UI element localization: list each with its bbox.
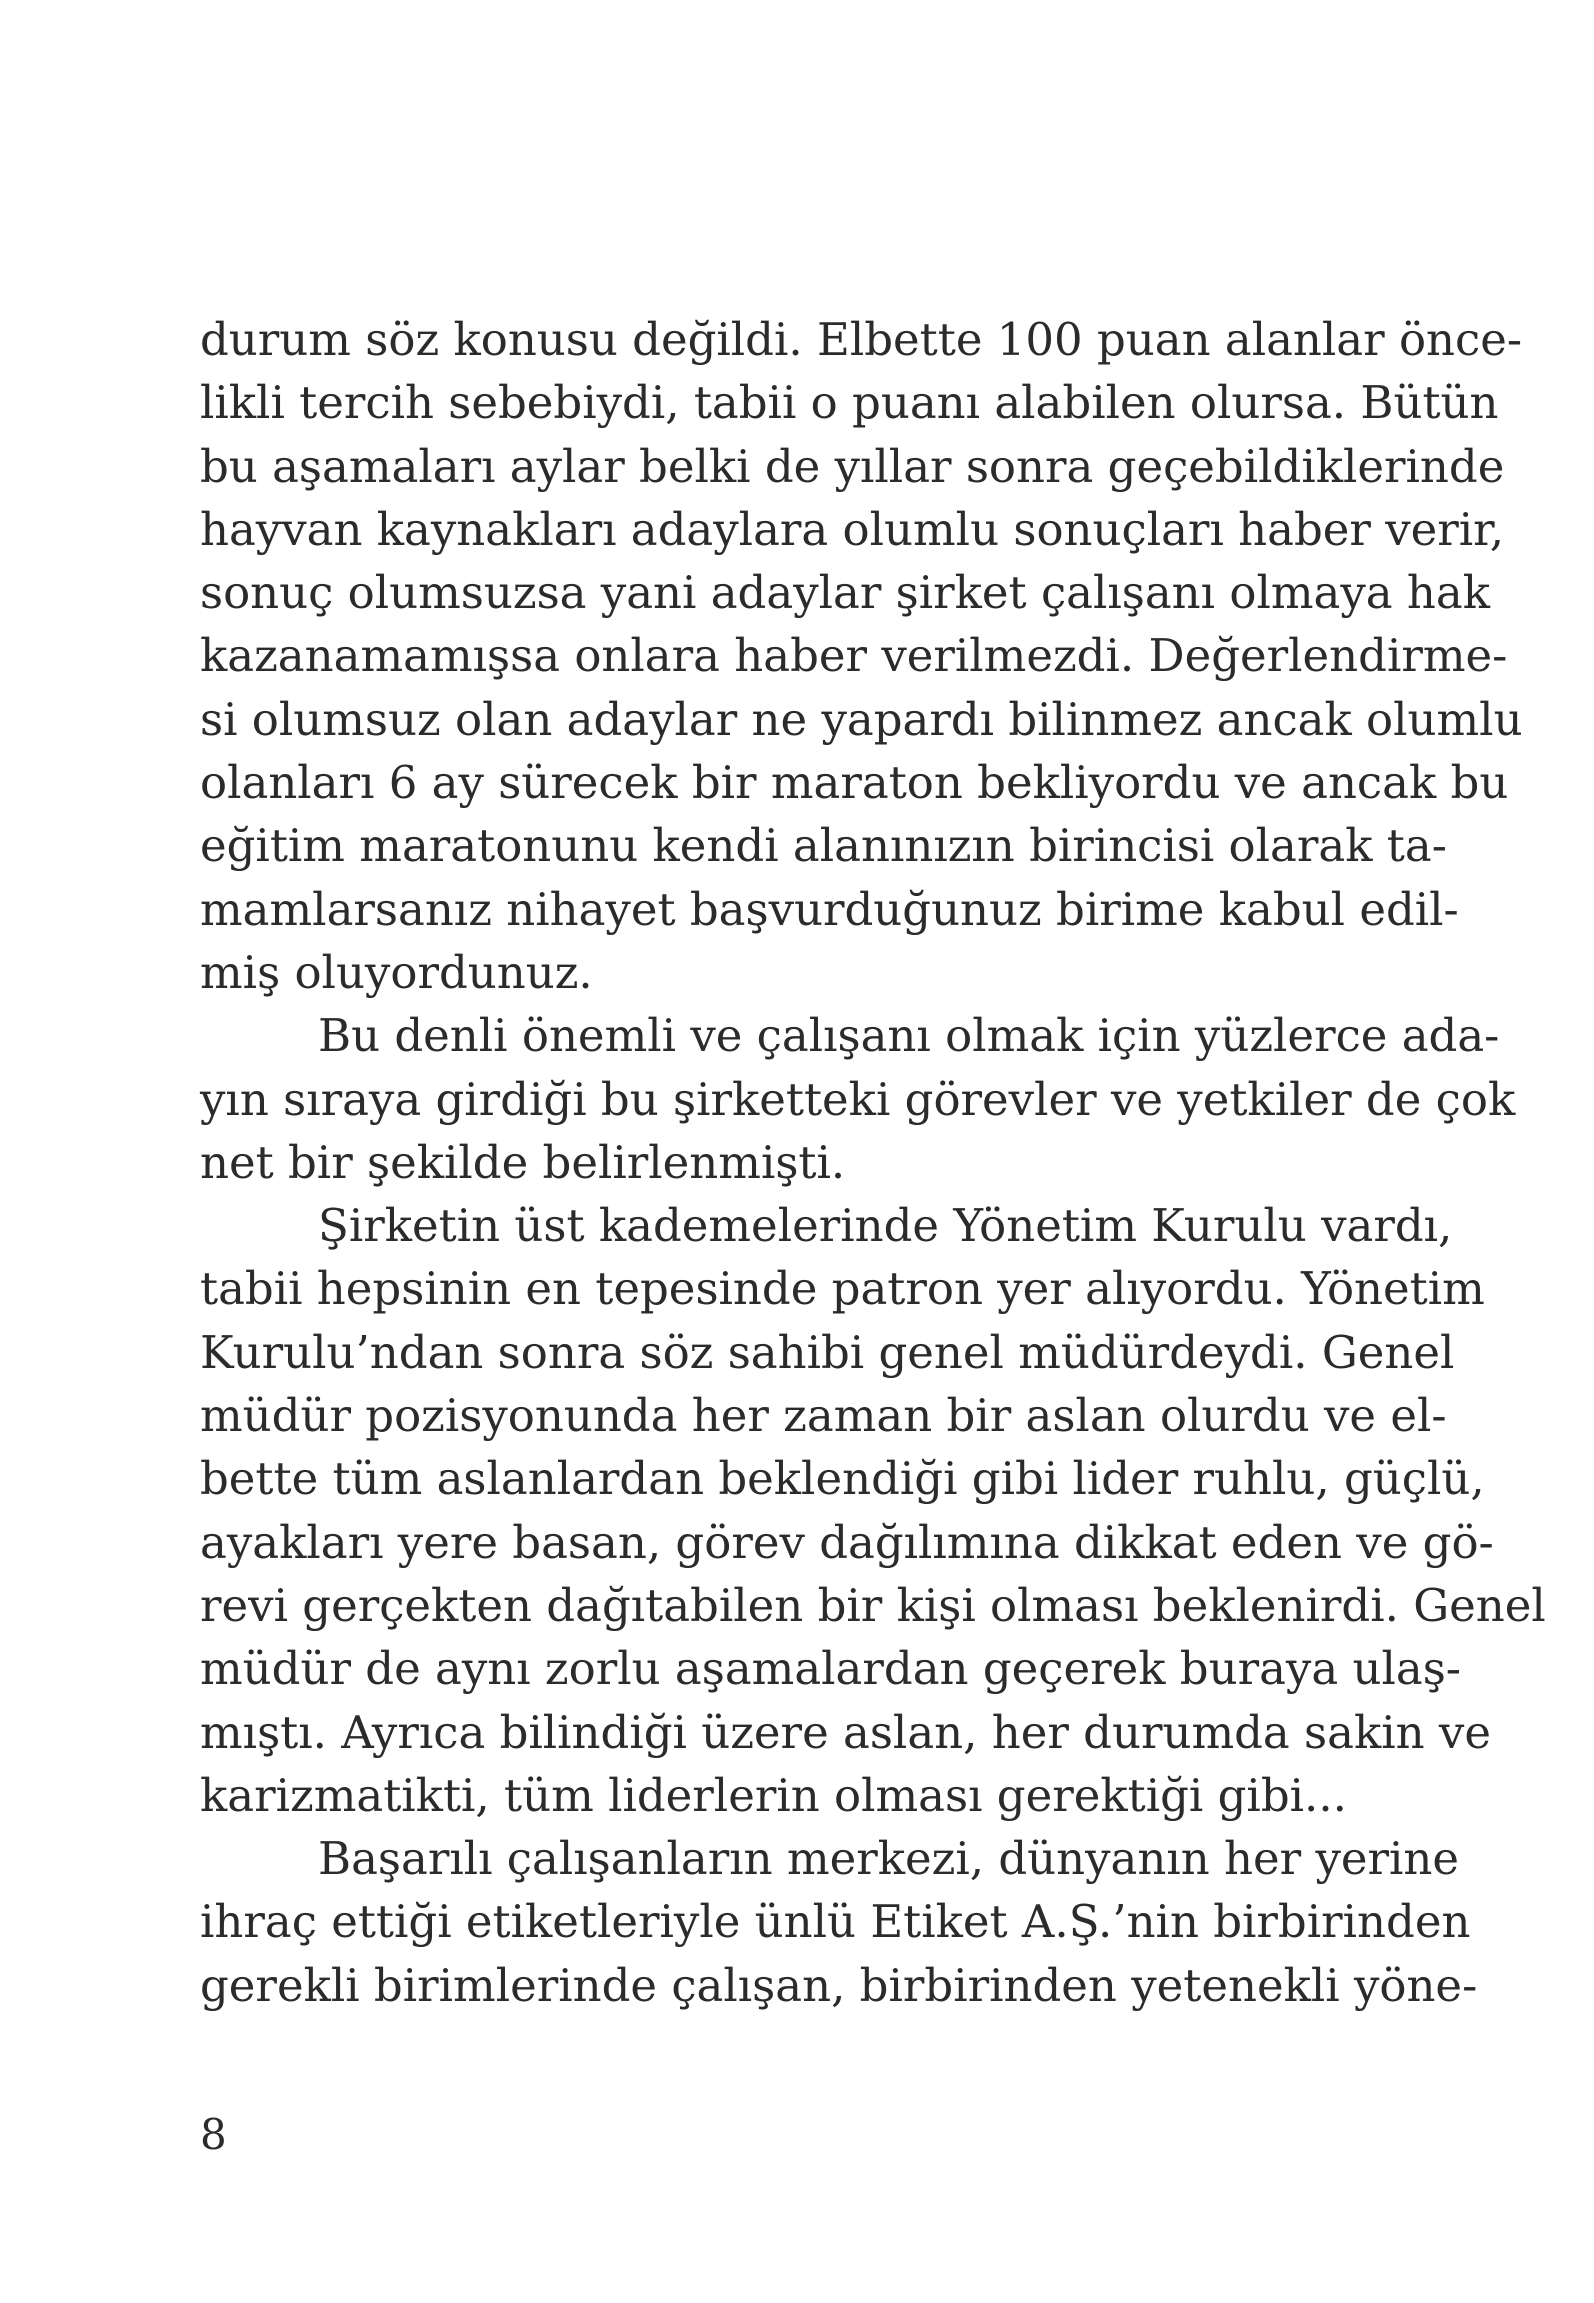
paragraph	[200, 1194, 1546, 1827]
text-line: yın sıraya girdiği bu şirketteki görevler ve yetkiler de çok	[200, 1072, 1516, 1126]
text-line: net bir şekilde belirlenmişti.	[200, 1135, 846, 1189]
text-line: gerekli birimlerinde çalışan, birbirinden yetenekli yöne-	[200, 1958, 1478, 2012]
body-text	[200, 308, 1546, 2017]
text-line: kazanamamışsa onlara haber verilmezdi. Değerlendirme-	[200, 629, 1508, 683]
page-number: 8	[200, 2110, 227, 2159]
text-line: müdür de aynı zorlu aşamalardan geçerek buraya ulaş-	[200, 1642, 1461, 1696]
text-line: bette tüm aslanlardan beklendiği gibi lider ruhlu, güçlü,	[200, 1452, 1485, 1506]
text-line: miş oluyordunuz.	[200, 945, 593, 999]
text-line: eğitim maratonunu kendi alanınızın birincisi olarak ta-	[200, 819, 1447, 873]
text-line: bu aşamaları aylar belki de yıllar sonra geçebildiklerinde	[200, 439, 1505, 493]
text-line: ihraç ettiği etiketleriyle ünlü Etiket A.Ş.’nin birbirinden	[200, 1895, 1471, 1949]
text-line: mıştı. Ayrıca bilindiği üzere aslan, her durumda sakin ve	[200, 1705, 1491, 1759]
text-line: Başarılı çalışanların merkezi, dünyanın her yerine	[318, 1832, 1460, 1886]
text-line: olanları 6 ay sürecek bir maraton bekliyordu ve ancak bu	[200, 756, 1509, 810]
text-line: revi gerçekten dağıtabilen bir kişi olması beklenirdi. Genel	[200, 1578, 1546, 1632]
text-line: Bu denli önemli ve çalışanı olmak için yüzlerce ada-	[318, 1009, 1500, 1063]
text-line: si olumsuz olan adaylar ne yapardı bilinmez ancak olumlu	[200, 692, 1523, 746]
text-line: hayvan kaynakları adaylara olumlu sonuçları haber verir,	[200, 502, 1505, 556]
text-line: Kurulu’ndan sonra söz sahibi genel müdürdeydi. Genel	[200, 1325, 1455, 1379]
text-line: ayakları yere basan, görev dağılımına dikkat eden ve gö-	[200, 1515, 1494, 1569]
text-line: mamlarsanız nihayet başvurduğunuz birime kabul edil-	[200, 882, 1459, 936]
text-line: durum söz konusu değildi. Elbette 100 puan alanlar önce-	[200, 313, 1523, 366]
text-line: müdür pozisyonunda her zaman bir aslan olurdu ve el-	[200, 1389, 1447, 1443]
text-line: likli tercih sebebiydi, tabii o puanı alabilen olursa. Bütün	[200, 376, 1499, 430]
paragraph	[200, 308, 1523, 1004]
text-line: tabii hepsinin en tepesinde patron yer alıyordu. Yönetim	[200, 1262, 1485, 1316]
paragraph	[200, 1004, 1516, 1194]
text-line: Şirketin üst kademelerinde Yönetim Kurulu vardı,	[318, 1199, 1453, 1253]
paragraph	[200, 1827, 1478, 2017]
text-line: sonuç olumsuzsa yani adaylar şirket çalışanı olmaya hak	[200, 566, 1490, 620]
text-line: karizmatikti, tüm liderlerin olması gerektiği gibi...	[200, 1768, 1347, 1822]
